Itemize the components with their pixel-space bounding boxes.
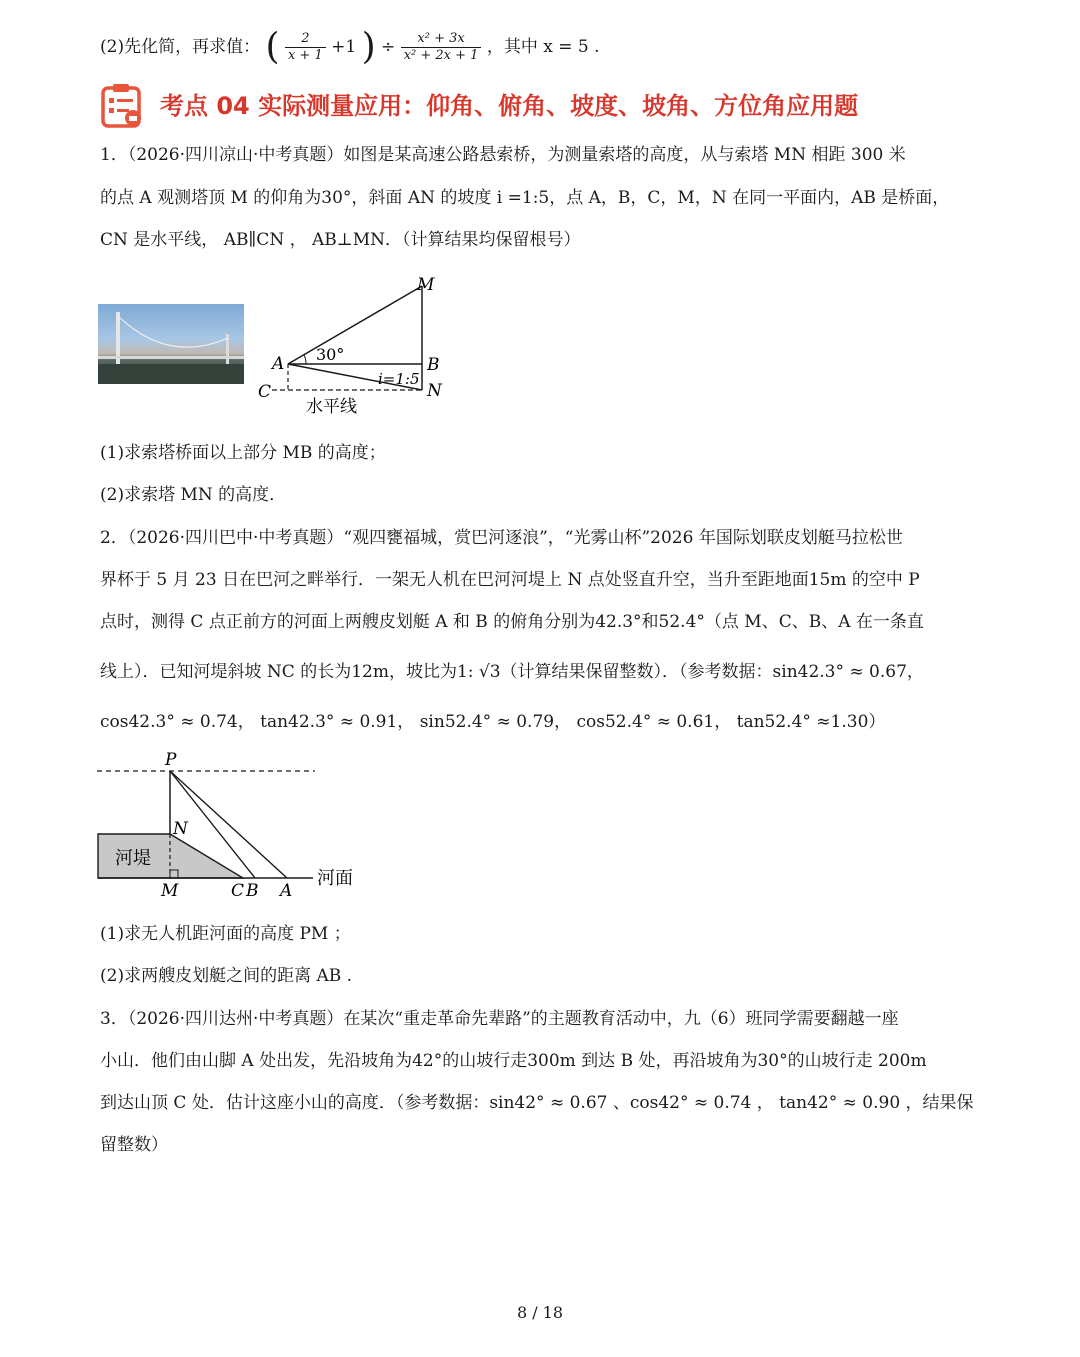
q2-line-2: 界杯于 5 月 23 日在巴河之畔举行．一架无人机在巴河河堤上 N 点处竖直升空，当升至距地面15m 的空中 P xyxy=(100,570,920,590)
prev-question-line: (2)先化简，再求值： ( $\frac{2}{x + 1}$ +1 ) ÷ $\frac{\text{x² + 3x}}{\text{x² + 2x + 1}}$ ，其中 x = 5 . xyxy=(100,26,600,68)
q3-line-2: 小山．他们由山脚 A 处出发，先沿坡角为42°的山坡行走300m 到达 B 处，再沿坡角为30°的山坡行走 200m xyxy=(100,1051,927,1071)
label-C: C xyxy=(258,382,272,402)
q1-sub-1: (1)求索塔桥面以上部分 MB 的高度； xyxy=(100,443,386,463)
q3-line-3: 到达山顶 C 处．估计这座小山的高度．（参考数据：sin42° ≈ 0.67 、cos42° ≈ 0.74 ， tan42° ≈ 0.90 ，结果保 xyxy=(100,1093,974,1113)
clipboard-icon xyxy=(99,82,145,128)
q1-sub-2: (2)求索塔 MN 的高度． xyxy=(100,485,287,505)
q2-sub-2: (2)求两艘皮划艇之间的距离 AB . xyxy=(100,966,353,986)
label-N: N xyxy=(427,381,442,401)
bridge-diagram xyxy=(250,272,470,422)
label-M: M xyxy=(417,275,435,295)
bank-label: 河堤 xyxy=(115,848,151,869)
q2-line-3: 点时，测得 C 点正前方的河面上两艘皮划艇 A 和 B 的俯角分别为42.3°和52.4°（点 M、C、B、A 在一条直 xyxy=(100,612,924,632)
q1-line-2: 的点 A 观测塔顶 M 的仰角为30°，斜面 AN 的坡度 i =1:5，点 A，B，C，M，N 在同一平面内，AB 是桥面， xyxy=(100,188,950,208)
label-P: P xyxy=(165,750,177,770)
bridge-photo xyxy=(98,304,244,384)
angle-label: 30° xyxy=(316,345,345,364)
q2-sub-1: (1)求无人机距河面的高度 PM ； xyxy=(100,924,351,944)
q3-line-4: 留整数） xyxy=(100,1135,168,1155)
slope-label: i=1:5 xyxy=(378,370,420,388)
q2-line-4: 线上）．已知河堤斜坡 NC 的长为12m，坡比为1: √3（计算结果保留整数）．（参考数据：sin42.3° ≈ 0.67， xyxy=(100,662,924,682)
river-label: 河面 xyxy=(317,868,353,889)
drone-diagram xyxy=(95,746,385,906)
fraction-1: $\frac{2}{x + 1}$ xyxy=(285,31,326,64)
q1-line-1: 1．（2026·四川凉山·中考真题）如图是某高速公路悬索桥，为测量索塔的高度，从与索塔 MN 相距 300 米 xyxy=(100,145,906,165)
q2-line-5: cos42.3° ≈ 0.74， tan42.3° ≈ 0.91， sin52.4° ≈ 0.79， cos52.4° ≈ 0.61， tan52.4° ≈1.30） xyxy=(100,712,886,732)
q1-line-3: CN 是水平线， AB∥CN ， AB⊥MN．（计算结果均保留根号） xyxy=(100,230,581,250)
label-B: B xyxy=(427,355,440,375)
q3-line-1: 3．（2026·四川达州·中考真题）在某次“重走革命先辈路”的主题教育活动中，九（6）班同学需要翻越一座 xyxy=(100,1009,899,1029)
label-A: A xyxy=(272,354,285,374)
fraction-2: $\frac{\text{x² + 3x}}{\text{x² + 2x + 1}}$ xyxy=(401,31,482,64)
label-B: B xyxy=(246,881,259,901)
horizontal-label: 水平线 xyxy=(306,397,357,417)
page-number: 8 / 18 xyxy=(516,1303,564,1322)
label-C: C xyxy=(231,881,245,901)
label-M: M xyxy=(161,881,179,901)
q2-line-1: 2．（2026·四川巴中·中考真题）“观四甕福城，赏巴河逐浪”，“光雾山杯”2026 年国际划联皮划艇马拉松世 xyxy=(100,528,903,548)
label-A: A xyxy=(280,881,293,901)
label-N: N xyxy=(173,819,188,839)
section-heading: 考点 04 实际测量应用：仰角、俯角、坡度、坡角、方位角应用题 xyxy=(160,92,859,120)
